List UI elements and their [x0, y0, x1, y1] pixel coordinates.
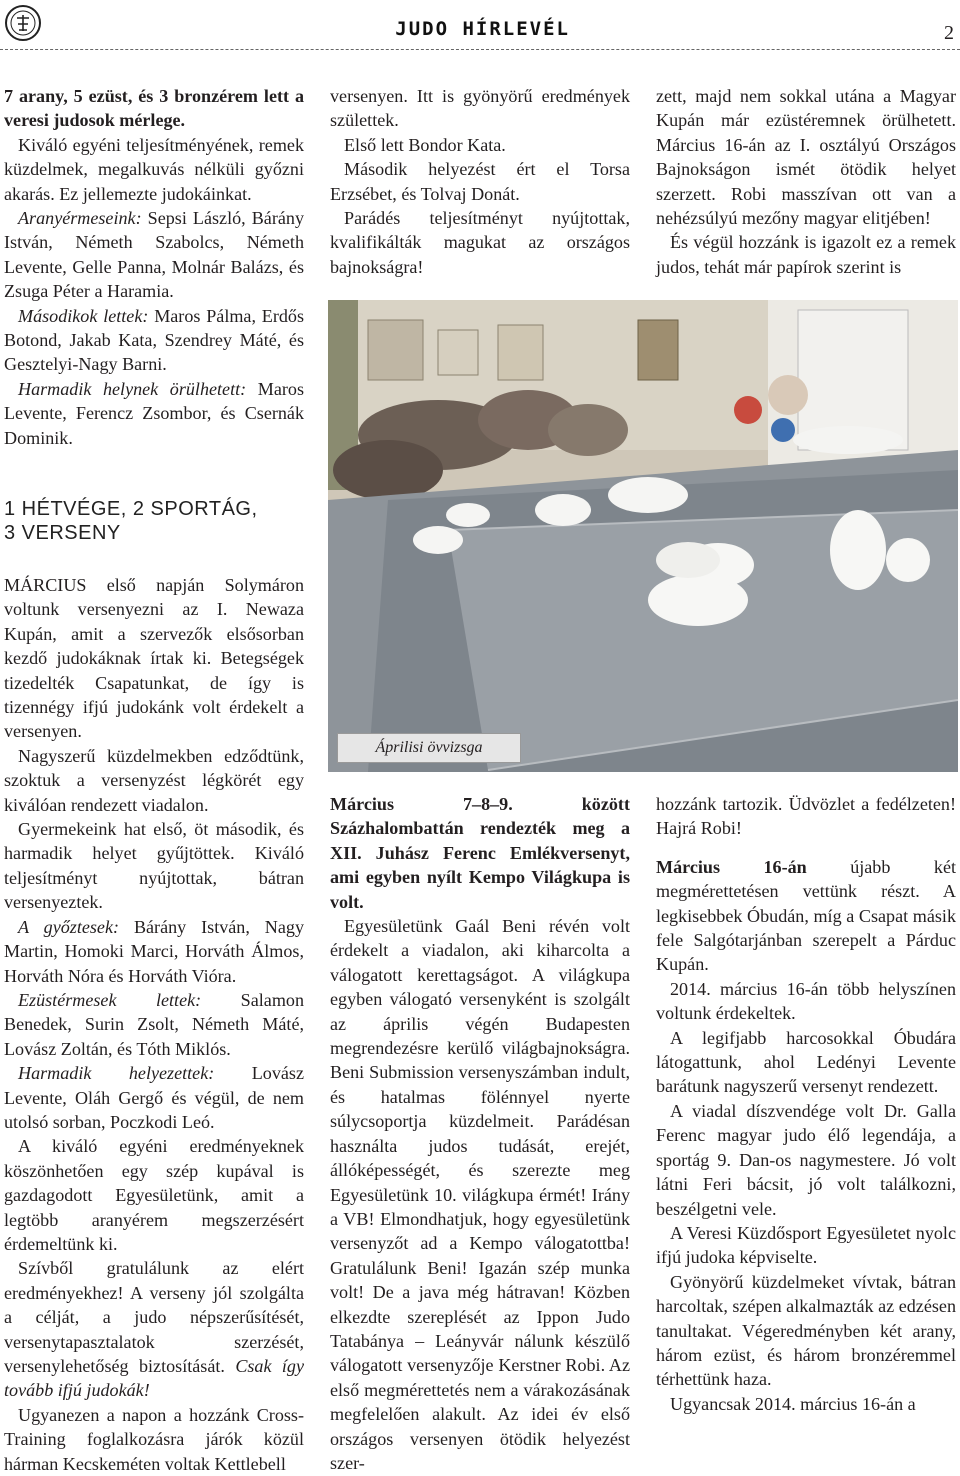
bronze-medalists: Harmadik helynek örülhetett: Maros Levente, Ferencz Zsombor, és Csernák Dominik.: [4, 378, 304, 448]
paragraph: MÁRCIUS első napján Solymáron voltunk versenyezni az I. Newaza Kupán, amit a szervezők elsősorban kezdő judokáknak írtak ki. Betegségek tizedelték Csapatunkat, de így is tizennégy ifjú judokánk volt érdekelt a versenyen.: [4, 575, 304, 742]
column-3-bottom: [656, 792, 956, 1416]
paragraph: Kiváló egyéni teljesítményének, remek küzdelmek, megalkuvás nélküli győzni akarás. Ez jellemezte judokáinkat.: [4, 134, 304, 204]
page-number: 2: [944, 22, 954, 44]
paragraph: Ugyancsak 2014. március 16-án a: [670, 1393, 916, 1414]
paragraph: Egyesületünk Gaál Beni révén volt érdekelt a viadalon, aki kiharcolta a válogatott kerettagságot. A világkupa egyben válogató versenyként is szolgált az április végén Budapesten megrendezésre kerülő világbajnokságra. Beni Submission versenyszámban indult, és hatalmas fölénnyel nyerte súlycsoportja küzdelmeit. Parádésan használta judos tudását, erejét, állóképességét, és szerezte meg Egyesületünk 10. világkupa érmét! Irány a VB! Elmondhatjuk, hogy egyesületünk versenyzőt ad a Kempo válogatottba! Gratulálunk Beni! Igazán szép munka volt! De a java még hátravan! Közben elkezdte szereplését az Ippon Judo Tatabánya – Leányvár nálunk készülő válogatott versenyzője Kerstner Robi. Az első megmérettetés nem a várakozásának megfelelően alakult. Az idei év első országos versenyen ötödik helyezést szer-: [330, 916, 630, 1473]
third-place: Harmadik helyezettek: Lovász Levente, Oláh Gergő és végül, de nem utolsó sorban, Poczkodi Leó.: [4, 1063, 304, 1132]
results-summary: 7 arany, 5 ezüst, és 3 bronzérem lett a veresi judosok mérlege.: [4, 86, 304, 131]
article-lead: Március 7–8–9. között Százhalombattán rendezték meg a XII. Juhász Ferenc Emlékversenyt, ami egyben nyílt Kempo Világkupa is volt.: [330, 794, 630, 912]
paragraph: A legifjabb harcosokkal Óbudára látogattunk, ahol Ledényi Levente barátunk nagyszerű versenyt rendezett.: [656, 1027, 956, 1097]
header-rule: [0, 49, 960, 50]
paragraph: versenyen. Itt is gyönyörű eredmények születtek.: [330, 86, 630, 131]
paragraph: Első lett Bondor Kata.: [344, 134, 506, 155]
dojo-photo: [328, 300, 958, 772]
silver-medalists: Másodikok lettek: Maros Pálma, Erdős Botond, Jakab Kata, Szendrey Máté, és Gesztelyi-Nagy Barni.: [4, 305, 304, 375]
club-logo: [4, 4, 42, 42]
paragraph: Parádés teljesítményt nyújtottak, kvalifikálták magukat az országos bajnokságra!: [330, 208, 630, 277]
section-heading: 1 HÉTVÉGE, 2 SPORTÁG, 3 VERSENY: [4, 498, 258, 544]
paragraph: Szívből gratulálunk az elért eredményekhez! A verseny jól szolgálta a célját, a judo népszerűsítését, versenytapasztalatok szerzését, versenylehetőség biztosítását. Csak így tovább ifjú judokák!: [4, 1258, 304, 1401]
column-3-top: [656, 84, 956, 279]
paragraph: Gyermekeink hat első, öt második, és harmadik helyet gyűjtöttek. Kiváló teljesítményt nyújtottak, bátran versenyeztek.: [4, 819, 304, 913]
column-2-top: [330, 84, 630, 279]
column-2-bottom: [330, 792, 630, 1475]
paragraph: Gyönyörű küzdelmeket vívtak, bátran harcoltak, szépen alkalmazták az edzésen tanultakat. Végeredményben két arany, három ezüst, és három bronzéremmel térhettünk haza.: [656, 1271, 956, 1390]
paragraph: hozzánk tartozik. Üdvözlet a fedélzeten! Hajrá Robi!: [656, 794, 956, 839]
paragraph: A viadal díszvendége volt Dr. Galla Ferenc magyar judo élő legendája, a sportág 9. Dan-os nagymestere. Jó volt látni Feri bácsit, jó volt találkozni, beszélgetni vele.: [656, 1100, 956, 1219]
paragraph: zett, majd nem sokkal utána a Magyar Kupán már ezüstéremnek örülhetett. Március 16-án az I. osztályú Országos Bajnokságon ismét ötödik helyet szerzett. Robi masszívan ott van a nehézsúlyú mezőny magyar elitjében!: [656, 86, 956, 229]
paragraph: És végül hozzánk is igazolt ez a remek judos, tehát már papírok szerint is: [656, 232, 956, 277]
paragraph: Nagyszerű küzdelmekben edződtünk, szoktuk a versenyzést légkörét egy kiválóan rendezett viadalon.: [4, 745, 304, 815]
gold-medalists: Aranyérmeseink: Sepsi László, Bárány István, Németh Szabolcs, Németh Levente, Gelle Panna, Molnár Balázs, és Zsuga Péter a Haramia.: [4, 208, 304, 302]
paragraph: Ugyanezen a napon a hozzánk Cross-Training foglalkozásra járók közül hárman Kecskeméten voltak Kettlebell: [4, 1404, 304, 1474]
paragraph: A Veresi Küzdősport Egyesületet nyolc ifjú judoka képviselte.: [656, 1222, 956, 1268]
paragraph: 2014. március 16-án több helyszínen voltunk érdekeltek.: [656, 978, 956, 1024]
column-1-bottom: [4, 573, 304, 1476]
paragraph: Március 16-án újabb két megmérettetésen vettünk részt. A legkisebbek Óbudán, míg a Csapat másik fele Salgótarjánban szerepelt a Párduc Kupán.: [656, 856, 956, 975]
paragraph: Második helyezést ért el Torsa Erzsébet, és Tolvaj Donát.: [330, 159, 630, 204]
photo-caption: Áprilisi övvizsga: [337, 733, 521, 763]
silver-winners: Ezüstérmesek lettek: Salamon Benedek, Surin Zsolt, Németh Máté, Lovász Zoltán, és Tóth Miklós.: [4, 989, 304, 1059]
paragraph: A kiváló egyéni eredményeknek köszönhetően egy szép kupával is gazdagodott Egyesületünk, amit a legtöbb aranyérem megszerzésért érdemeltünk ki.: [4, 1136, 304, 1254]
newsletter-title: JUDO HÍRLEVÉL: [395, 18, 570, 40]
column-1-top: [4, 84, 304, 450]
winners: A győztesek: Bárány István, Nagy Martin, Homoki Marci, Horváth Álmos, Horváth Nóra és Horváth Vióra.: [4, 916, 304, 986]
